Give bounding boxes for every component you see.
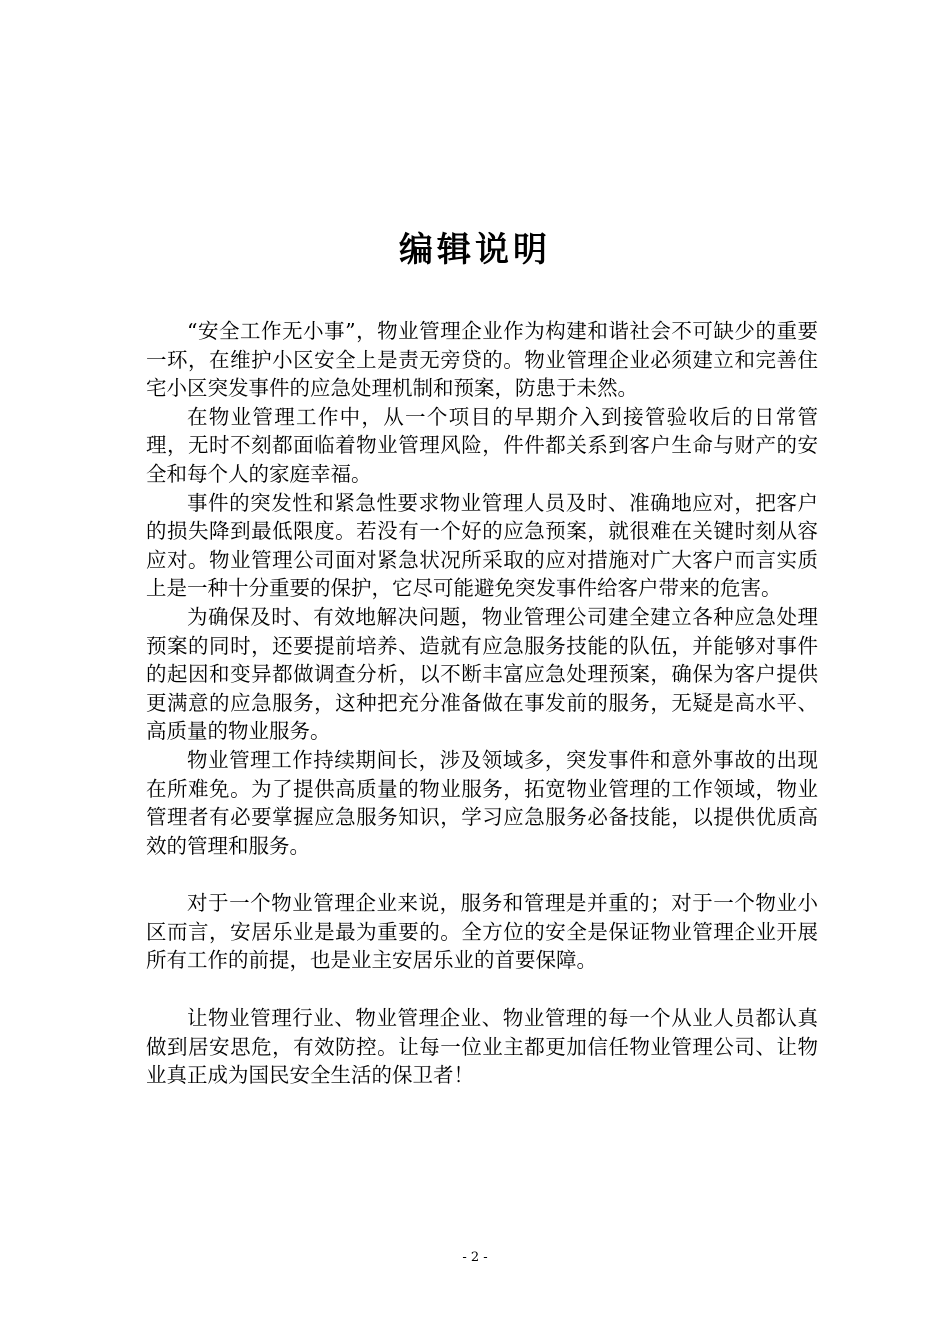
paragraph: 在物业管理工作中，从一个项目的早期介入到接管验收后的日常管理，无时不刻都面临着物业管理风险，件件都关系到客户生命与财产的安全和每个人的家庭幸福。: [146, 404, 818, 486]
paragraph: 物业管理工作持续期间长，涉及领域多，突发事件和意外事故的出现在所难免。为了提供高质量的物业服务，拓宽物业管理的工作领域，物业管理者有必要掌握应急服务知识，学习应急服务必备技能，以提供优质高效的管理和服务。: [146, 747, 818, 858]
paragraph: 为确保及时、有效地解决问题，物业管理公司建全建立各种应急处理预案的同时，还要提前培养、造就有应急服务技能的队伍，并能够对事件的起因和变异都做调查分析，以不断丰富应急处理预案，确保为客户提供更满意的应急服务，这种把充分准备做在事发前的服务，无疑是高水平、高质量的物业服务。: [146, 604, 818, 744]
paragraph: “安全工作无小事”，物业管理企业作为构建和谐社会不可缺少的重要一环，在维护小区安全上是责无旁贷的。物业管理企业必须建立和完善住宅小区突发事件的应急处理机制和预案，防患于未然。: [146, 319, 818, 401]
document-title: 编辑说明: [399, 230, 551, 270]
paragraph: 让物业管理行业、物业管理企业、物业管理的每一个从业人员都认真做到居安思危，有效防控。让每一位业主都更加信任物业管理公司、让物业真正成为国民安全生活的保卫者！: [146, 1006, 818, 1088]
page-number: - 2 -: [462, 1250, 488, 1265]
paragraph: 对于一个物业管理企业来说，服务和管理是并重的；对于一个物业小区而言，安居乐业是最为重要的。全方位的安全是保证物业管理企业开展所有工作的前提，也是业主安居乐业的首要保障。: [146, 891, 818, 973]
paragraph: 事件的突发性和紧急性要求物业管理人员及时、准确地应对，把客户的损失降到最低限度。若没有一个好的应急预案，就很难在关键时刻从容应对。物业管理公司面对紧急状况所采取的应对措施对广大客户而言实质上是一种十分重要的保护，它尽可能避免突发事件给客户带来的危害。: [146, 490, 818, 601]
document-body: [146, 317, 818, 1090]
